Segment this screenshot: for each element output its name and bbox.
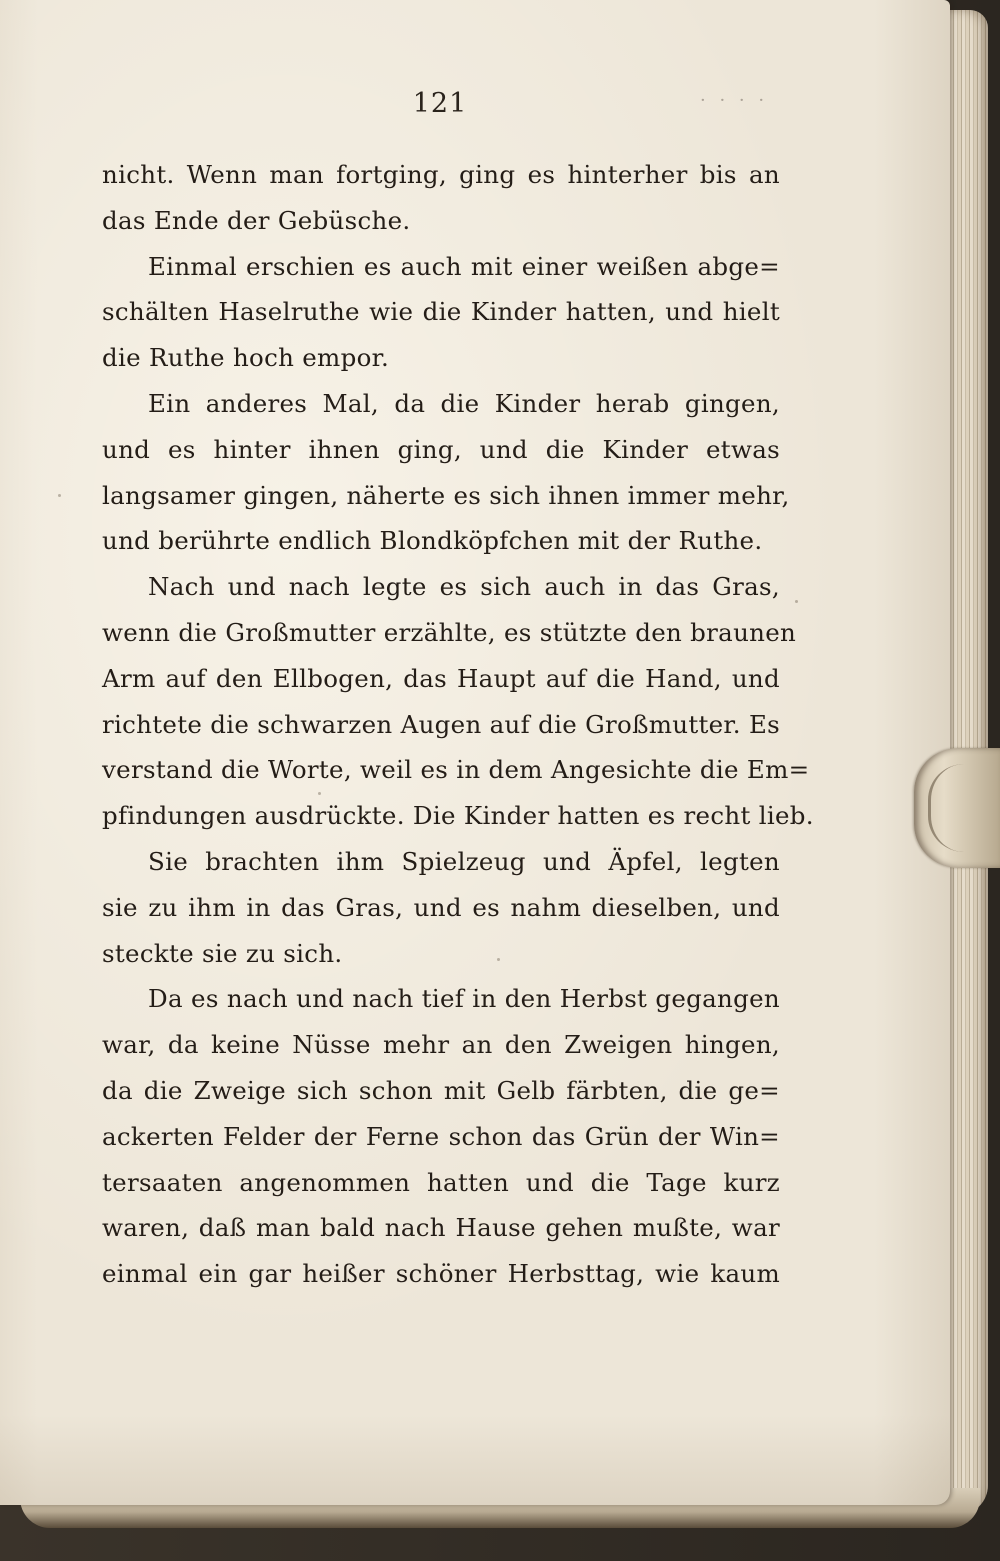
text-line: Arm auf den Ellbogen, das Haupt auf die Hand, und <box>102 663 780 693</box>
text-line: die Ruthe hoch empor. <box>102 343 390 373</box>
text-line: ackerten Felder der Ferne schon das Grün der Win= <box>102 1121 780 1151</box>
text-line: war, da keine Nüsse mehr an den Zweigen hingen, <box>102 1030 780 1060</box>
text-line: das Ende der Gebüsche. <box>102 205 411 235</box>
text-line: Sie brachten ihm Spielzeug und Äpfel, legten <box>148 846 780 876</box>
text-line: und es hinter ihnen ging, und die Kinder etwas <box>102 434 780 464</box>
text-line: schälten Haselruthe wie die Kinder hatten, und hielt <box>102 297 780 327</box>
paper-speck <box>58 494 61 497</box>
paper-speck <box>795 600 798 603</box>
text-line: verstand die Worte, weil es in dem Angesichte die Em= <box>102 755 810 785</box>
text-line: Da es nach und nach tief in den Herbst gegangen <box>148 984 780 1014</box>
header-marks: · · · · <box>700 90 769 111</box>
paper-speck <box>318 792 321 795</box>
text-line: pfindungen ausdrückte. Die Kinder hatten es recht lieb. <box>102 801 814 831</box>
text-line: Nach und nach legte es sich auch in das Gras, <box>148 572 780 602</box>
text-line: richtete die schwarzen Augen auf die Großmutter. Es <box>102 709 780 739</box>
page-number: 121 <box>412 88 468 119</box>
text-line: wenn die Großmutter erzählte, es stützte den braunen <box>102 617 797 647</box>
text-line: Einmal erschien es auch mit einer weißen abge= <box>148 251 780 281</box>
text-line: nicht. Wenn man fortging, ging es hinterher bis an <box>102 160 780 189</box>
text-line: einmal ein gar heißer schöner Herbsttag, wie kaum <box>102 1259 780 1289</box>
text-line: waren, daß man bald nach Hause gehen mußte, war <box>102 1213 780 1243</box>
text-line: langsamer gingen, näherte es sich ihnen immer mehr, <box>102 480 790 510</box>
page-clasp-edge <box>928 764 1000 852</box>
text-line: tersaaten angenommen hatten und die Tage kurz <box>102 1167 780 1197</box>
text-line: und berührte endlich Blondköpfchen mit der Ruthe. <box>102 526 763 556</box>
paper-speck <box>497 958 500 961</box>
text-line: steckte sie zu sich. <box>102 938 343 968</box>
text-line: Ein anderes Mal, da die Kinder herab gingen, <box>148 388 780 418</box>
text-line: sie zu ihm in das Gras, und es nahm dieselben, und <box>102 892 780 922</box>
body-text <box>102 152 814 1297</box>
text-line: da die Zweige sich schon mit Gelb färbten, die ge= <box>102 1075 780 1105</box>
